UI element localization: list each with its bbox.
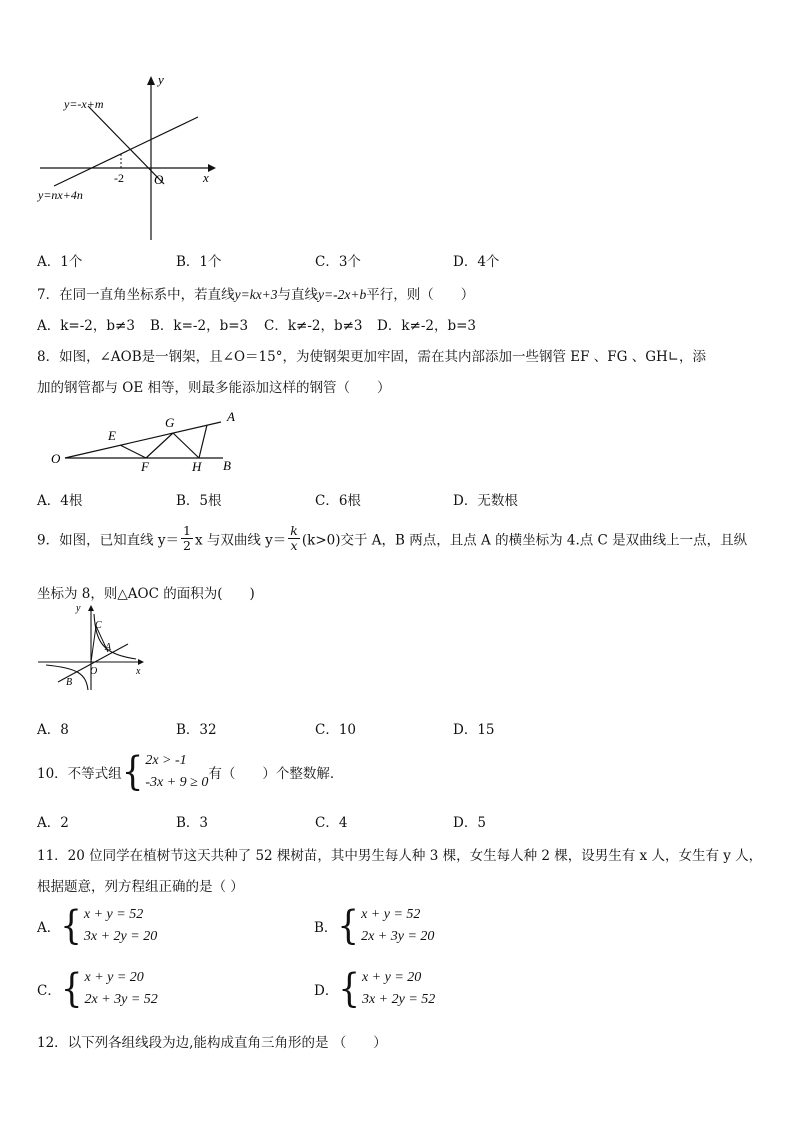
q6-option-a[interactable]: A．1个 <box>37 254 83 270</box>
q11-option-c-eq1: x + y = 20 <box>84 970 144 985</box>
label-o: O <box>51 451 61 466</box>
label-h: H <box>192 459 202 474</box>
q7-option-d[interactable]: D．k≠-2，b=3 <box>377 318 477 334</box>
label-g: G <box>165 415 175 430</box>
q10-option-c[interactable]: C．4 <box>315 815 348 831</box>
x-axis-arrow <box>138 659 144 665</box>
q11-stem-line1: 11．20 位同学在植树节这天共种了 52 棵树苗，其中男生每人种 3 棵，女生每人种 2 棵，设男生有 x 人，女生有 y 人， <box>37 848 763 864</box>
origin-label: O <box>154 172 164 187</box>
q6-option-d[interactable]: D．4个 <box>453 254 500 270</box>
q11-option-b-system <box>361 904 434 948</box>
q10-text-a: 10．不等式组 <box>37 766 122 782</box>
q11-option-a-brace: { <box>60 903 82 949</box>
q6-figure <box>30 72 220 244</box>
y-axis-label: y <box>158 72 164 87</box>
label-f: F <box>141 459 149 474</box>
q11-option-b-eq2: 2x + 3y = 20 <box>361 929 435 944</box>
tick-label: -2 <box>114 171 124 185</box>
x-axis-arrow <box>208 164 216 172</box>
q11-option-d-label: D． <box>314 983 339 999</box>
q7-eq1: y=kx+3 <box>234 287 278 302</box>
line2-label: y=nx+4n <box>38 188 83 202</box>
q9-option-b[interactable]: B．32 <box>176 722 217 738</box>
q7-option-c[interactable]: C．k≠-2，b≠3 <box>264 318 363 334</box>
q8-stem-line1: 8．如图，∠AOB是一钢架，且∠O＝15°，为使钢架更加牢固，需在其内部添加一些钢管 EF 、FG 、GH∟，添 <box>37 349 707 365</box>
q11-option-a[interactable] <box>37 904 157 948</box>
line-y-nx-plus-4n <box>54 117 198 186</box>
q8-figure <box>45 408 245 474</box>
q10-brace: { <box>121 749 144 795</box>
q9-stem-line1 <box>37 524 747 553</box>
q9-fraction-half <box>181 524 193 553</box>
q11-option-d[interactable] <box>314 967 435 1011</box>
q9-option-d[interactable]: D．15 <box>453 722 495 738</box>
q9-text-c: (k>0)交于 A，B 两点，且点 A 的横坐标为 4.点 C 是双曲线上一点，且纵 <box>301 532 748 549</box>
q7-option-a[interactable]: A．k=-2，b≠3 <box>37 318 135 334</box>
q11-option-a-system <box>84 904 157 948</box>
q8-option-c[interactable]: C．6根 <box>315 493 361 509</box>
q7-eq2: y=-2x+b <box>318 287 367 302</box>
label-c: C <box>95 620 102 631</box>
q10-inequality-2: -3x + 9 ≥ 0 <box>145 775 209 790</box>
q7-text-b: 与直线 <box>277 287 319 303</box>
line1-label: y=-x+m <box>64 97 104 111</box>
q10-stem <box>37 750 343 794</box>
q8-option-b[interactable]: B．5根 <box>176 493 222 509</box>
q12-stem: 12．以下列各组线段为边,能构成直角三角形的是 （ ） <box>37 1035 387 1051</box>
q11-option-d-system <box>362 967 435 1011</box>
q9-option-a[interactable]: A．8 <box>37 722 69 738</box>
q11-option-d-eq1: x + y = 20 <box>361 970 422 985</box>
q10-inequality-system <box>145 750 208 794</box>
q8-option-a[interactable]: A．4根 <box>37 493 83 509</box>
q7-option-b[interactable]: B．k=-2，b=3 <box>150 318 249 334</box>
label-e: E <box>108 428 116 443</box>
q8-stem-line2: 加的钢管都与 OE 相等，则最多能添加这样的钢管（ ） <box>37 380 391 396</box>
q11-option-a-eq2: 3x + 2y = 20 <box>83 929 158 944</box>
label-a: A <box>105 642 112 653</box>
q6-option-c[interactable]: C．3个 <box>315 254 361 270</box>
q8-option-d[interactable]: D．无数根 <box>453 493 518 509</box>
q9-frac2-num: k <box>290 523 298 538</box>
q9-text-b: x 与双曲线 y＝ <box>194 532 287 549</box>
q10-option-b[interactable]: B．3 <box>176 815 209 831</box>
q11-option-b[interactable] <box>314 904 434 948</box>
q9-stem-line2: 坐标为 8，则△AOC 的面积为( ) <box>37 586 255 602</box>
y-axis-arrow <box>147 76 155 85</box>
q11-option-a-label: A． <box>37 920 61 936</box>
label-x: x <box>136 666 141 677</box>
label-y: y <box>76 603 81 614</box>
ray-oa <box>65 422 221 458</box>
q6-option-b[interactable]: B．1个 <box>176 254 222 270</box>
y-axis-arrow <box>88 605 94 611</box>
q7-stem <box>37 283 474 303</box>
q9-frac1-num: 1 <box>183 523 191 538</box>
q9-frac1-den: 2 <box>183 538 191 553</box>
q9-option-c[interactable]: C．10 <box>315 722 357 738</box>
q11-option-c[interactable] <box>37 967 158 1011</box>
q11-option-b-eq1: x + y = 52 <box>361 907 421 922</box>
q10-inequality-1: 2x > -1 <box>145 753 187 768</box>
q11-option-c-brace: { <box>60 966 83 1012</box>
line-y-neg-x-plus-m <box>88 106 164 184</box>
q11-option-b-label: B． <box>314 920 338 936</box>
tube-ef <box>120 445 146 458</box>
q7-text-c: 平行，则（ ） <box>366 287 475 303</box>
q10-option-d[interactable]: D．5 <box>453 815 486 831</box>
label-a: A <box>227 409 235 424</box>
q7-text-a: 7．在同一直角坐标系中，若直线 <box>37 287 235 303</box>
label-b: B <box>66 677 73 688</box>
segment-oc <box>91 626 96 662</box>
q11-option-a-eq1: x + y = 52 <box>83 907 144 922</box>
label-o: O <box>90 666 98 677</box>
q11-option-c-eq2: 2x + 3y = 52 <box>84 992 158 1007</box>
tube-h-a <box>199 425 207 458</box>
q10-option-a[interactable]: A．2 <box>37 815 69 831</box>
q11-option-c-label: C． <box>37 983 61 999</box>
q11-stem-line2: 根据题意，列方程组正确的是（ ） <box>37 879 244 895</box>
q9-figure <box>36 602 150 692</box>
q10-text-b: 有（ ）个整数解． <box>208 766 344 782</box>
q11-option-d-brace: { <box>338 966 360 1012</box>
q9-text-a: 9．如图，已知直线 y＝ <box>37 532 180 549</box>
q9-frac2-den: x <box>290 538 298 553</box>
q11-option-d-eq2: 3x + 2y = 52 <box>361 992 436 1007</box>
q11-option-b-brace: { <box>337 903 360 949</box>
label-b: B <box>223 458 231 473</box>
q9-fraction-k-over-x <box>288 524 300 553</box>
q11-option-c-system <box>84 967 157 1011</box>
x-axis-label: x <box>203 170 209 185</box>
tube-gh <box>173 433 199 458</box>
